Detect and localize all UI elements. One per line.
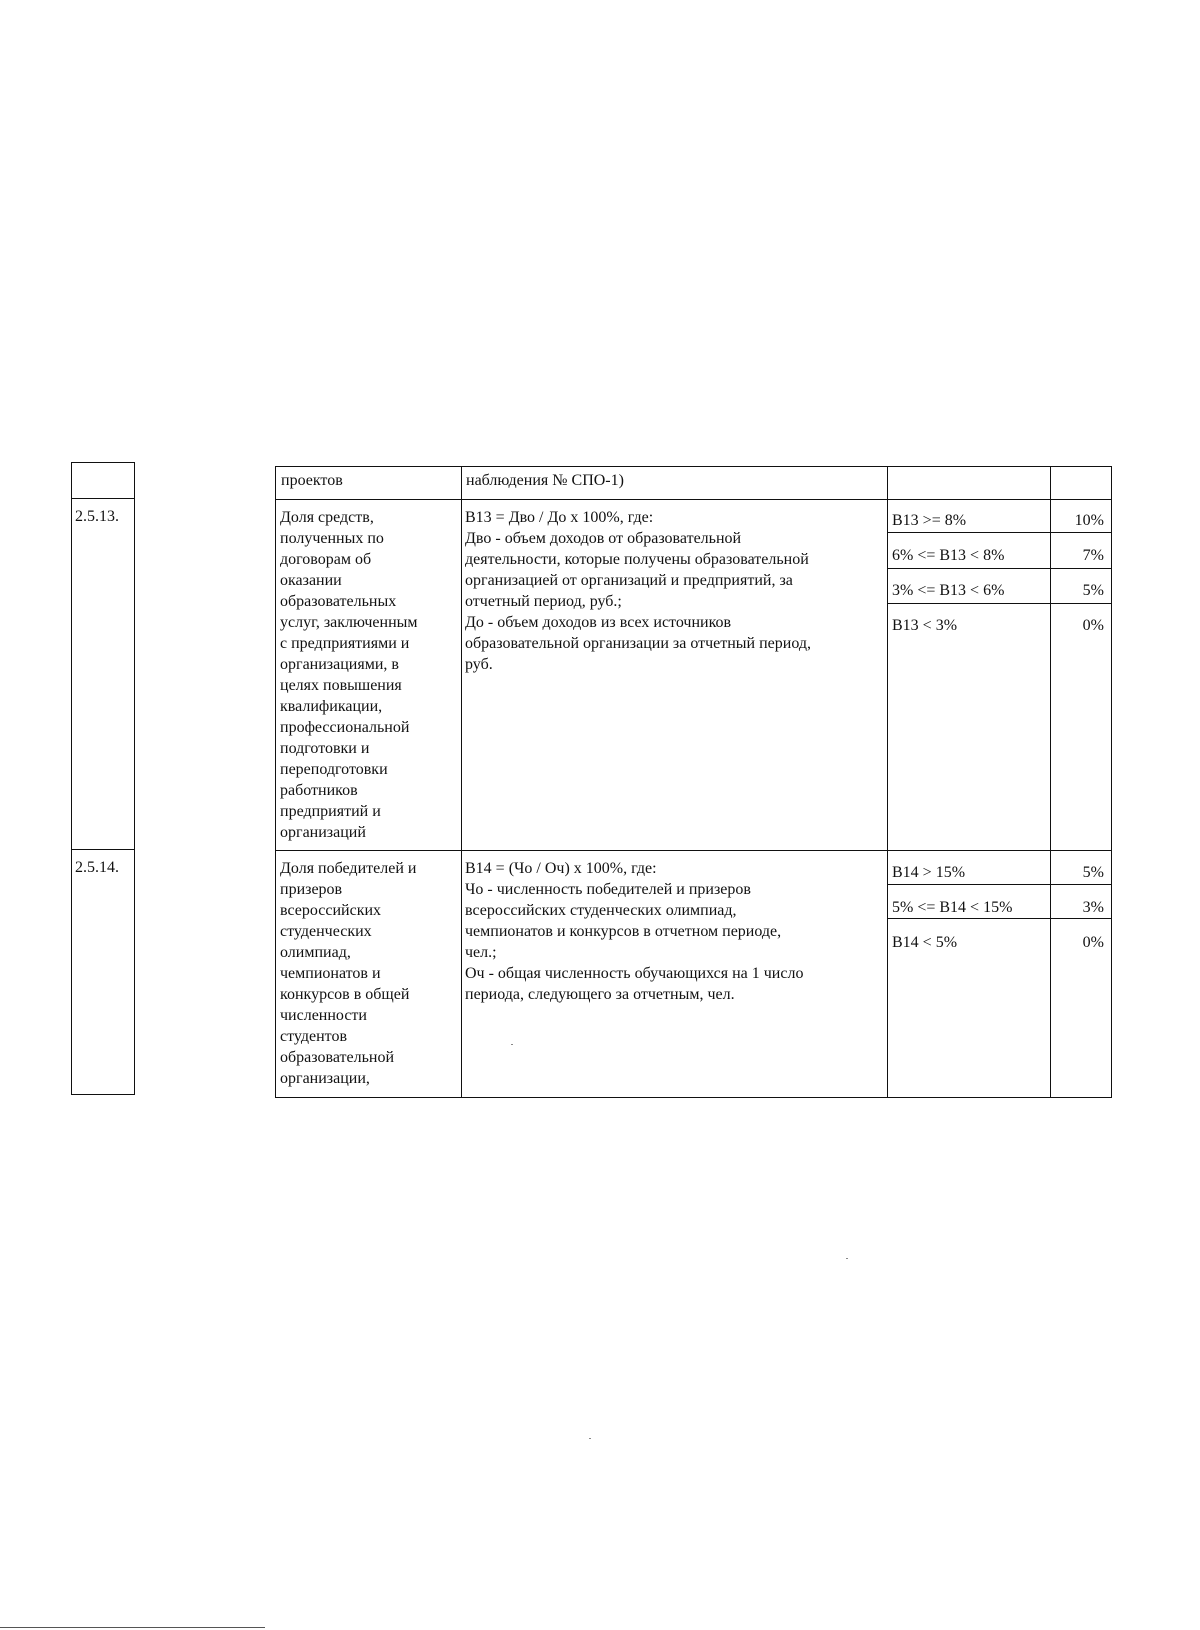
criterion-condition: 5% <= В14 < 15%	[892, 899, 1013, 916]
criterion-score: 5%	[1082, 582, 1104, 599]
criterion-score: 3%	[1082, 899, 1104, 916]
scan-speck	[589, 1438, 591, 1439]
continuation-name-cell: проектов	[281, 472, 343, 489]
scan-speck	[846, 1258, 848, 1259]
calculation-method-2-5-14: В14 = (Чо / Оч) х 100%, где: Чо - численность победителей и призеров всероссийских студенческих олимпиад, чемпионатов и конкурсов в отчетном периоде, чел.; Оч - общая численность обучающихся на 1 число периода, следующего за отчетным, чел.	[465, 860, 804, 1003]
indicator-name-2-5-13: Доля средств, полученных по договорам об оказании образовательных услуг, заключенным с предприятиями и организациями, в целях повышения квалификации, профессиональной подготовки и переподготовки работников предприятий и организаций	[280, 509, 418, 841]
criterion-score: 0%	[1082, 934, 1104, 951]
continuation-method-cell: наблюдения № СПО-1)	[466, 472, 624, 489]
row-number-2-5-14: 2.5.14.	[75, 859, 119, 876]
scan-speck	[511, 1044, 513, 1045]
criterion-condition: В14 < 5%	[892, 934, 958, 951]
criterion-score: 7%	[1082, 547, 1104, 564]
indicator-name-2-5-14: Доля победителей и призеров всероссийских студенческих олимпиад, чемпионатов и конкурсов в общей численности студентов образовательной организации,	[280, 860, 417, 1087]
calculation-method-2-5-13: В13 = Дво / До х 100%, где: Дво - объем доходов от образовательной деятельности, которые получены образовательной организацией от организаций и предприятий, за отчетный период, руб.; До - объем доходов из всех источников образовательной организации за отчетный период, руб.	[465, 509, 812, 673]
criterion-condition: В14 > 15%	[892, 864, 966, 881]
row-number-2-5-13: 2.5.13.	[75, 508, 119, 525]
criterion-condition: В13 < 3%	[892, 617, 958, 634]
criterion-score: 0%	[1082, 617, 1104, 634]
criterion-condition: 6% <= В13 < 8%	[892, 547, 1005, 564]
scan-edge-line	[0, 1627, 265, 1628]
criterion-score: 5%	[1082, 864, 1104, 881]
criterion-score: 10%	[1074, 512, 1104, 529]
criterion-condition: В13 >= 8%	[892, 512, 967, 529]
criterion-condition: 3% <= В13 < 6%	[892, 582, 1005, 599]
